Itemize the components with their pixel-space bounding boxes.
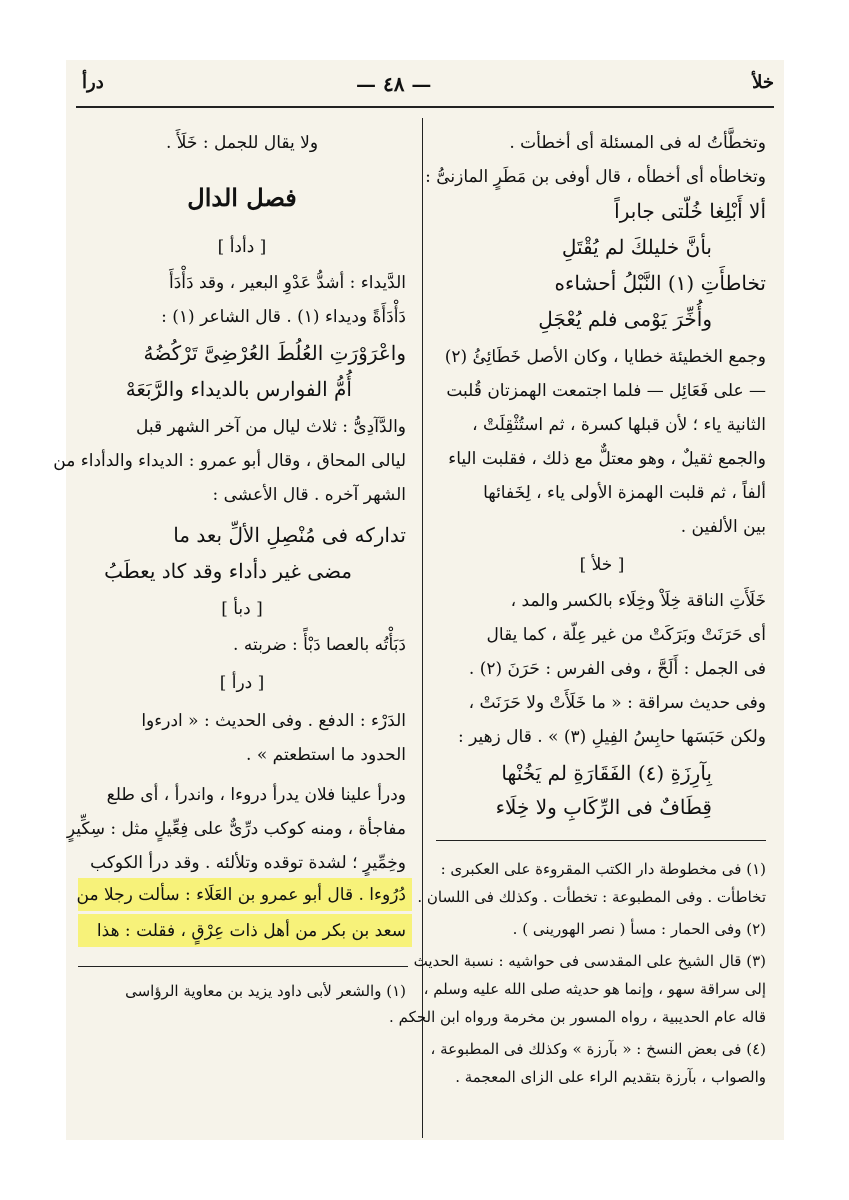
text-line: خَلَأَتِ الناقة خِلَاْ وخِلَاء بالكسر والمد ، bbox=[510, 591, 766, 611]
text-line: دَأْدَأَةً وديداء (١) . قال الشاعر (١) : bbox=[161, 307, 406, 327]
text-line: الدَّيداء : أشدُّ عَدْوِ البعير ، وقد دَأْدَأَ bbox=[169, 273, 406, 293]
page-number: — ٤٨ — bbox=[356, 72, 432, 96]
footnote-line: (١) والشعر لأبى داود يزيد بن معاوية الرؤاسى bbox=[125, 982, 406, 1000]
text-line: والجمع ثقيلٌ ، وهو معتلٌّ مع ذلك ، فقلبت الياء bbox=[448, 449, 766, 469]
verse-line: وأُخِّرَ يَوْمى فلم يُعْجَلِ bbox=[538, 307, 712, 331]
text-line: وجمع الخطيئة خطايا ، وكان الأصل خَطَائِئُ (٢) bbox=[444, 347, 766, 367]
verse-line: بِآرِزَةِ (٤) الفَقَارَةِ لم يَخُنْها bbox=[501, 761, 712, 785]
text-line: بين الألفين . bbox=[680, 517, 766, 537]
text-line: ليالى المحاق ، وقال أبو عمرو : الديداء والدأداء من bbox=[53, 451, 406, 471]
footnote-rule bbox=[436, 840, 766, 841]
text-line: الشهر آخره . قال الأعشى : bbox=[212, 485, 406, 505]
text-line: الثانية ياء ؛ لأن قبلها كسرة ، ثم استُثْقِلَتْ ، bbox=[472, 415, 766, 435]
header-left-entry: درأ bbox=[82, 72, 104, 93]
section-heading: [ خلأ ] bbox=[579, 555, 625, 575]
header-rule bbox=[76, 106, 774, 108]
text-line: دَبَأْتُه بالعصا دَبْأً : ضربته . bbox=[233, 635, 406, 655]
text-line: وتخاطأه أى أخطأه ، قال أوفى بن مَطَرٍ المازنىُّ : bbox=[425, 167, 766, 187]
verse-line: تخاطأَتِ (١) النَّبْلُ أحشاءه bbox=[554, 271, 766, 295]
verse-line: أُمُّ الفوارس بالديداء والرَّبَعَهْ bbox=[125, 377, 352, 401]
column-divider bbox=[422, 118, 423, 1138]
verse-line: واعْرَوْرَتِ العُلُطَ العُرْضِىَّ تَرْكُضُهُ bbox=[143, 341, 406, 365]
footnote-rule bbox=[78, 966, 408, 967]
text-line: الدَرْء : الدفع . وفى الحديث : « ادرءوا bbox=[141, 711, 406, 731]
section-heading: [ دأدأ ] bbox=[217, 237, 267, 257]
section-heading: [ دبأ ] bbox=[221, 599, 263, 619]
text-line: ولكن حَبَسَها حابِسُ الفِيلِ (٣) » . قال زهير : bbox=[457, 727, 766, 747]
highlighted-text-line: سعد بن بكر من أهل ذات عِرْقٍ ، فقلت : هذا bbox=[96, 921, 406, 941]
text-line: فى الجمل : أَلَحَّ ، وفى الفرس : حَرَنَ (٢) . bbox=[468, 659, 766, 679]
text-line: ألفاً ، ثم قلبت الهمزة الأولى ياء ، لِخَفائها bbox=[483, 483, 766, 503]
footnote-line: (٤) فى بعض النسخ : « بآرزة » وكذلك فى المطبوعة ، bbox=[430, 1040, 766, 1058]
text-line: أى حَرَنَتْ وبَرَكَتْ من غير عِلّة ، كما يقال bbox=[486, 625, 766, 645]
verse-line: مضى غير دأداء وقد كاد يعطَبُ bbox=[104, 559, 352, 583]
verse-line: قِطَافٌ فى الرِّكَابِ ولا خِلَاء bbox=[495, 795, 712, 819]
text-line: وتخطَّأتُ له فى المسئلة أى أخطأت . bbox=[509, 133, 766, 153]
footnote-line: (٢) وفى الحمار : مسأ ( نصر الهورينى ) . bbox=[512, 920, 766, 938]
verse-line: ألا أَبْلِغا خُلّتى جابراً bbox=[614, 199, 766, 223]
verse-line: بأنَّ خليلكَ لم يُقْتَلِ bbox=[561, 235, 712, 259]
chapter-title: فصل الدال bbox=[187, 183, 297, 212]
footnote-line: (٣) قال الشيخ على المقدسى فى حواشيه : نسبة الحديث bbox=[413, 952, 766, 970]
footnote-line: إلى سراقة سهو ، وإنما هو حديثه صلى الله عليه وسلم ، bbox=[423, 980, 766, 998]
footnote-line: قاله عام الحديبية ، رواه المسور بن مخرمة ورواه ابن الحكم . bbox=[389, 1008, 766, 1026]
verse-line: تداركه فى مُنْصِلِ الألِّ بعد ما bbox=[173, 523, 406, 547]
footnote-line: (١) فى مخطوطة دار الكتب المقروءة على العكبرى : bbox=[440, 860, 766, 878]
text-line: مفاجأة ، ومنه كوكب درِّىٌّ على فِعِّيلٍ مثل : سِكِّيرٍ bbox=[66, 819, 406, 839]
text-line: وخِمِّيرٍ ؛ لشدة توقده وتلألئه . وقد درأ الكوكب bbox=[90, 853, 406, 873]
text-line: الحدود ما استطعتم » . bbox=[246, 745, 406, 765]
footnote-line: تخاطأت . وفى المطبوعة : تخطأت . وكذلك فى اللسان . bbox=[417, 888, 766, 906]
header-right-entry: خلأ bbox=[752, 72, 774, 93]
text-line: ودرأ علينا فلان يدرأ دروءا ، واندرأ ، أى طلع bbox=[106, 785, 406, 805]
book-page bbox=[53, 60, 784, 1140]
text-line: وفى حديث سراقة : « ما خَلَأَتْ ولا حَرَنَتْ ، bbox=[468, 693, 766, 713]
text-line: والدَّآدِىُّ : ثلاث ليال من آخر الشهر قبل bbox=[136, 417, 406, 437]
text-line: — على فَعَائِل — فلما اجتمعت الهمزتان قُلبت bbox=[446, 381, 766, 401]
text-line: ولا يقال للجمل : خَلَأَ . bbox=[165, 133, 319, 153]
footnote-line: والصواب ، بآرزة بتقديم الراء على الزاى المعجمة . bbox=[455, 1068, 766, 1086]
highlighted-text-line: دُرُوءا . قال أبو عمرو بن العَلَاء : سألت رجلا من bbox=[76, 885, 406, 905]
section-heading: [ درأ ] bbox=[219, 673, 265, 693]
page-header bbox=[66, 72, 784, 102]
